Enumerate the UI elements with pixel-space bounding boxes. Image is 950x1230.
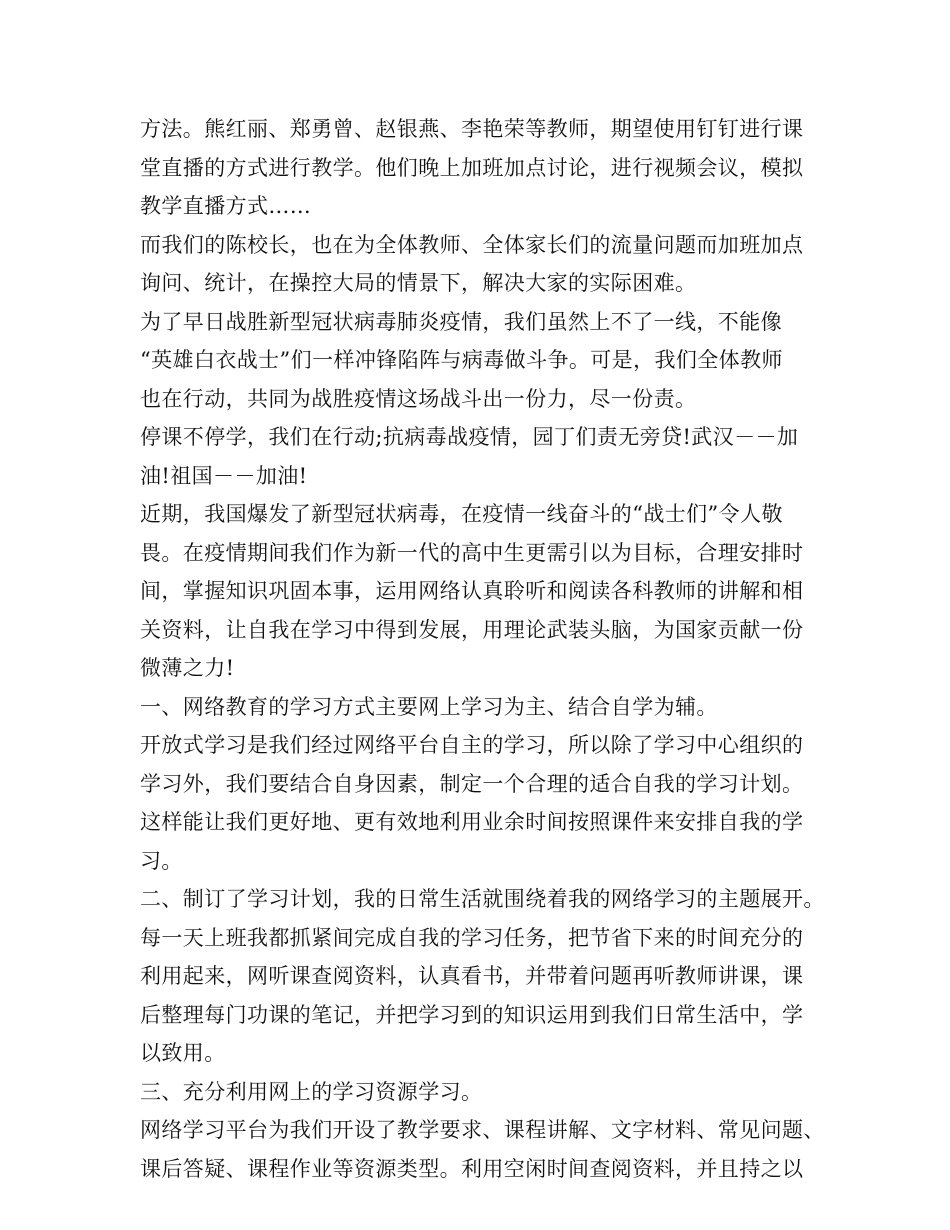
text-line: 习。 (140, 848, 183, 873)
document-body (140, 110, 830, 1188)
text-line: 畏。在疫情期间我们作为新一代的高中生更需引以为目标，合理安排时 (140, 540, 804, 565)
text-line: 方法。熊红丽、郑勇曾、赵银燕、李艳荣等教师，期望使用钉钉进行课 (140, 117, 804, 141)
text-line: 课后答疑、课程作业等资源类型。利用空闲时间查阅资料，并且持之以 (140, 1156, 804, 1181)
text-line: 堂直播的方式进行教学。他们晚上加班加点讨论，进行视频会议，模拟 (140, 155, 804, 180)
text-line: “英雄白衣战士”们一样冲锋陷阵与病毒做斗争。可是，我们全体教师 (140, 348, 783, 372)
text-line: 关资料，让自我在学习中得到发展，用理论武装头脑，为国家贡献一份 (140, 617, 804, 642)
text-line: 以致用。 (140, 1041, 226, 1065)
text-line: 这样能让我们更好地、更有效地利用业余时间按照课件来安排自我的学 (140, 810, 804, 834)
text-line: 三、充分利用网上的学习资源学习。 (140, 1079, 483, 1104)
text-line: 也在行动，共同为战胜疫情这场战斗出一份力，尽一份责。 (140, 386, 697, 411)
text-line: 一、网络教育的学习方式主要网上学习为主、结合自学为辅。 (140, 694, 718, 719)
text-line: 利用起来，网听课查阅资料，认真看书，并带着问题再听教师讲课，课 (140, 964, 804, 988)
text-line: 间，掌握知识巩固本事，运用网络认真聆听和阅读各科教师的讲解和相 (140, 579, 804, 603)
text-line: 二、制订了学习计划，我的日常生活就围绕着我的网络学习的主题展开。 (140, 887, 825, 911)
text-line: 网络学习平台为我们开设了教学要求、课程讲解、文字材料、常见问题、 (140, 1118, 825, 1142)
text-line: 油!祖国－－加油! (140, 463, 308, 488)
text-line: 微薄之力! (140, 656, 235, 680)
text-line: 询问、统计，在操控大局的情景下，解决大家的实际困难。 (140, 271, 697, 295)
text-line: 停课不停学，我们在行动;抗病毒战疫情，园丁们责无旁贷!武汉－－加 (140, 425, 799, 449)
text-line: 开放式学习是我们经过网络平台自主的学习，所以除了学习中心组织的 (140, 733, 804, 757)
text-line: 教学直播方式…… (140, 194, 312, 218)
text-line: 后整理每门功课的笔记，并把学习到的知识运用到我们日常生活中，学 (140, 1002, 804, 1027)
text-line: 每一天上班我都抓紧间完成自我的学习任务，把节省下来的时间充分的 (140, 925, 804, 950)
text-line: 为了早日战胜新型冠状病毒肺炎疫情，我们虽然上不了一线，不能像 (140, 309, 782, 334)
text-line: 而我们的陈校长，也在为全体教师、全体家长们的流量问题而加班加点 (140, 232, 804, 257)
text-line: 学习外，我们要结合自身因素，制定一个合理的适合自我的学习计划。 (140, 771, 804, 796)
text-line: 近期，我国爆发了新型冠状病毒，在疫情一线奋斗的“战士们”令人敬 (140, 502, 783, 526)
